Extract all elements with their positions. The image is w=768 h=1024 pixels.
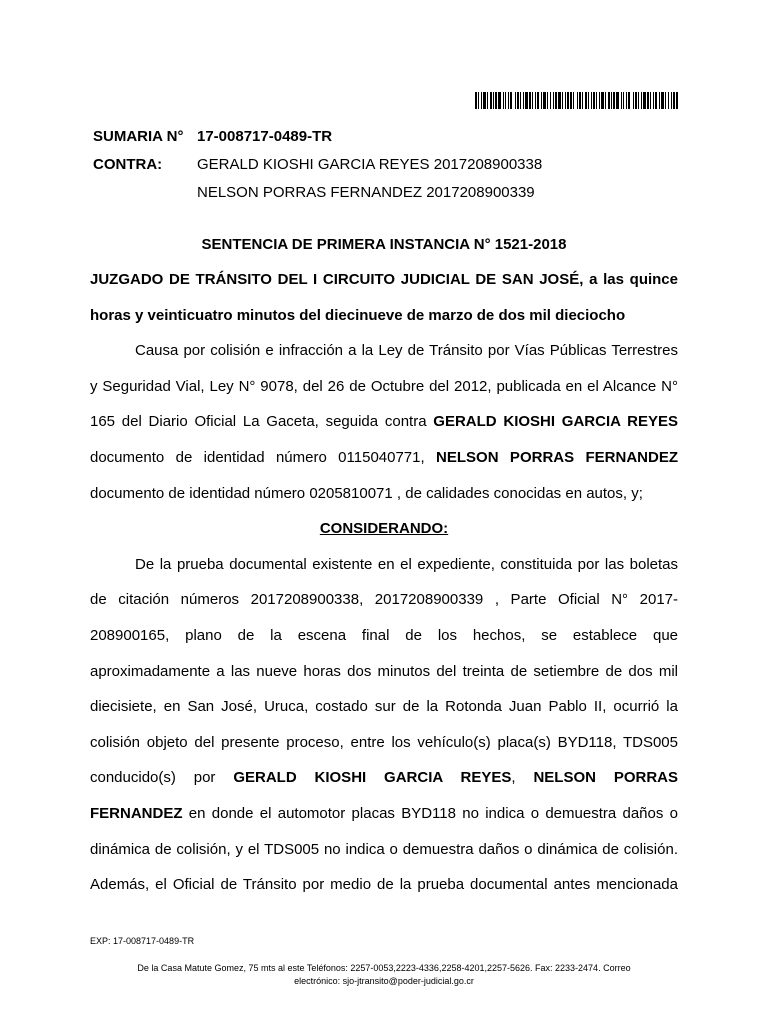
causa-line-3 bbox=[90, 404, 678, 440]
causa-text: 165 del Diario Oficial La Gaceta, seguida contra bbox=[90, 413, 434, 431]
footer-expediente: EXP: 17-008717-0489-TR bbox=[90, 936, 195, 946]
causa-line-2: y Seguridad Vial, Ley N° 9078, del 26 de Octubre del 2012, publicada en el Alcance N° bbox=[90, 377, 678, 395]
paragraph-line-8 bbox=[90, 796, 678, 832]
sumaria-label: SUMARIA N° bbox=[93, 128, 184, 145]
contra-defendant-1: GERALD KIOSHI GARCIA REYES 2017208900338 bbox=[197, 156, 543, 173]
footer-address bbox=[90, 962, 678, 988]
paragraph-line-6: colisión objeto del presente proceso, entre los vehículo(s) placa(s) BYD118, TDS005 bbox=[90, 733, 678, 751]
footer-address-line-2: electrónico: sjo-jtransito@poder-judicial.go.cr bbox=[294, 976, 474, 986]
paragraph-line-2: de citación números 2017208900338, 2017208900339 , Parte Oficial N° 2017- bbox=[90, 591, 678, 609]
intro-line-1 bbox=[90, 262, 678, 298]
document-body bbox=[90, 262, 678, 903]
barcode bbox=[475, 92, 678, 109]
paragraph-line-5: diecisiete, en San José, Uruca, costado sur de la Rotonda Juan Pablo II, ocurrió la bbox=[90, 698, 678, 716]
separator: , bbox=[511, 769, 534, 787]
contra-defendant-2: NELSON PORRAS FERNANDEZ 2017208900339 bbox=[197, 184, 535, 201]
defendant-name-1: GERALD KIOSHI GARCIA REYES bbox=[433, 413, 678, 431]
paragraph-line-3: 208900165, plano de la escena final de los hechos, se establece que bbox=[90, 626, 678, 644]
sentence-title: SENTENCIA DE PRIMERA INSTANCIA N° 1521-2018 bbox=[201, 236, 567, 253]
paragraph-line-4: aproximadamente a las nueve horas dos minutos del treinta de setiembre de dos mil bbox=[90, 662, 678, 680]
defendant-name-2: NELSON PORRAS FERNANDEZ bbox=[436, 448, 678, 466]
causa-line-1: Causa por colisión e infracción a la Ley de Tránsito por Vías Públicas Terrestres bbox=[135, 342, 678, 360]
causa-line-5: documento de identidad número 0205810071 , de calidades conocidas en autos, y; bbox=[90, 484, 643, 502]
intro-line-2: horas y veinticuatro minutos del diecinueve de marzo de dos mil dieciocho bbox=[90, 306, 626, 324]
contra-row bbox=[93, 156, 542, 173]
paragraph-text: conducido(s) por bbox=[90, 769, 234, 787]
contra-row-2 bbox=[93, 184, 535, 201]
driver-name-2-cont: FERNANDEZ bbox=[90, 804, 183, 822]
considerando-heading: CONSIDERANDO: bbox=[319, 520, 449, 538]
paragraph-line-10: Además, el Oficial de Tránsito por medio de la prueba documental antes mencionada bbox=[90, 876, 678, 894]
driver-name-2: NELSON PORRAS bbox=[533, 769, 678, 787]
considerando-heading-line bbox=[90, 511, 678, 547]
causa-line-4 bbox=[90, 440, 678, 476]
intro-time-start: , a las quince bbox=[579, 271, 678, 288]
sumaria-row bbox=[93, 128, 332, 145]
paragraph-line-1: De la prueba documental existente en el expediente, constituida por las boletas bbox=[135, 555, 678, 573]
paragraph-text-2: en donde el automotor placas BYD118 no indica o demuestra daños o bbox=[182, 804, 678, 822]
causa-id-text: documento de identidad número 0115040771, bbox=[90, 448, 437, 466]
driver-name-1: GERALD KIOSHI GARCIA REYES bbox=[233, 769, 512, 787]
paragraph-line-9: dinámica de colisión, y el TDS005 no indica o demuestra daños o dinámica de colisión. bbox=[90, 840, 678, 858]
court-name: JUZGADO DE TRÁNSITO DEL I CIRCUITO JUDICIAL DE SAN JOSÉ bbox=[90, 271, 580, 288]
sumaria-number: 17-008717-0489-TR bbox=[197, 128, 333, 145]
footer-address-line-1: De la Casa Matute Gomez, 75 mts al este Teléfonos: 2257-0053,2223-4336,2258-4201,2257-5626. Fax: 2233-2474. Correo bbox=[137, 963, 631, 973]
contra-label: CONTRA: bbox=[93, 156, 163, 173]
paragraph-line-7 bbox=[90, 760, 678, 796]
